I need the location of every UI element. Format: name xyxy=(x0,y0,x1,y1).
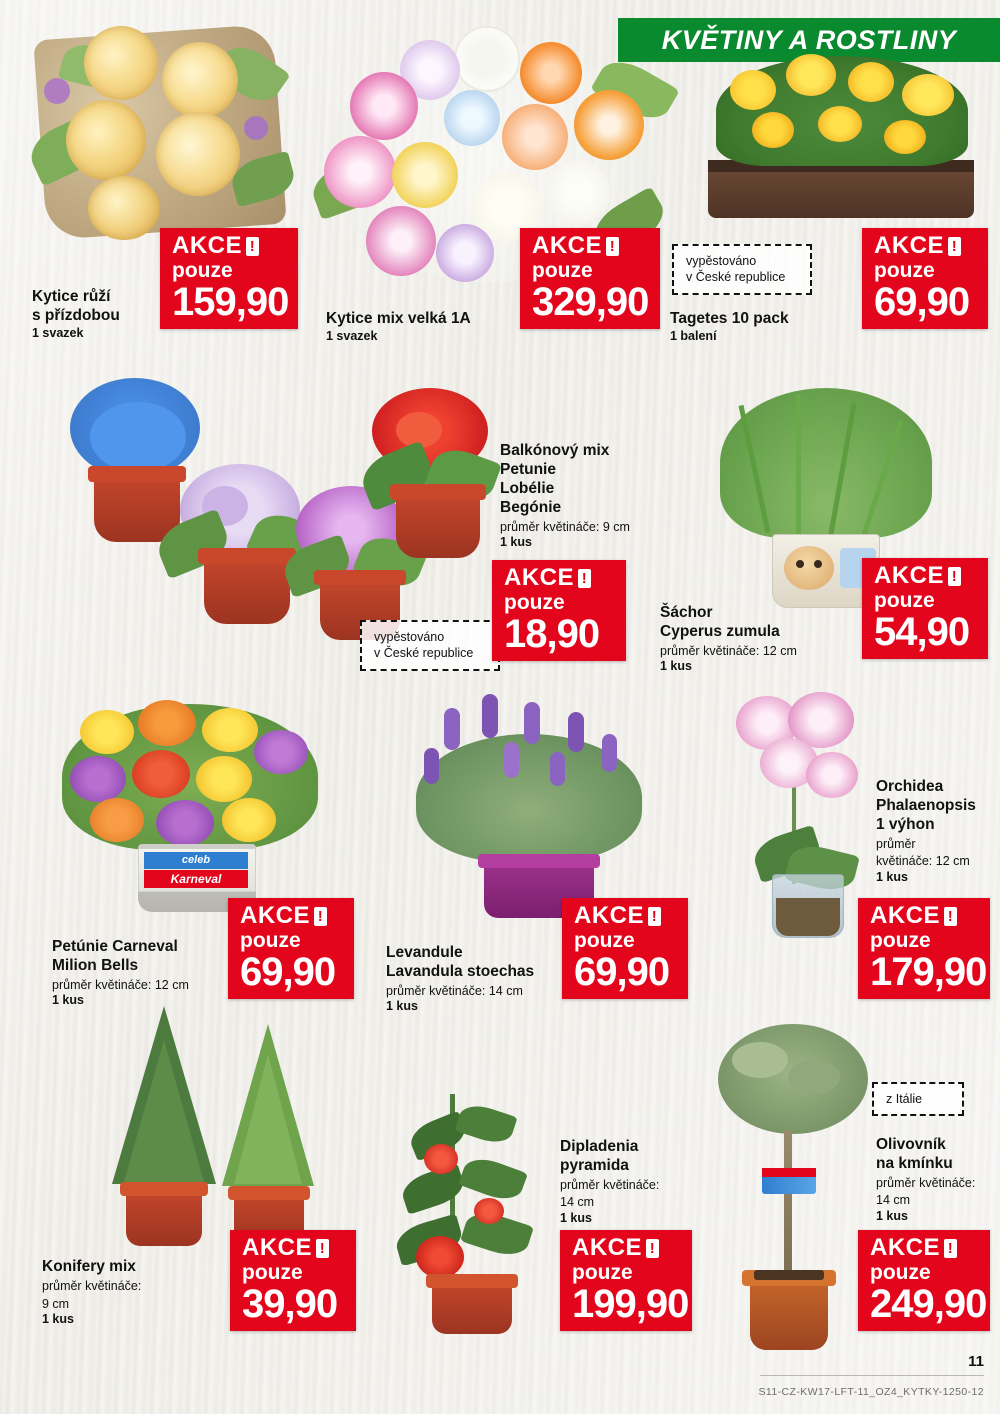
product-name-line4: Begónie xyxy=(500,498,562,516)
tag-akce-label: AKCE xyxy=(874,232,945,259)
product-name-line3: 1 výhon xyxy=(876,815,935,833)
product-name-line3: Lobélie xyxy=(500,479,555,497)
tag-akce-label: AKCE xyxy=(870,902,941,929)
product-sub-line1: průměr xyxy=(876,836,916,851)
price-tag-petunie-carneval xyxy=(228,898,354,999)
exclamation-icon: ! xyxy=(646,1239,659,1258)
origin-line2: v České republice xyxy=(686,270,786,285)
product-qty: 1 kus xyxy=(876,1209,908,1224)
exclamation-icon: ! xyxy=(314,907,327,926)
page-title: KVĚTINY A ROSTLINY xyxy=(661,24,957,55)
tag-price-kytice-ruzi: 159,90 xyxy=(172,280,289,325)
photo-tagetes xyxy=(700,40,982,226)
product-name-line1: Kytice růží xyxy=(32,288,111,305)
price-tag-dipladenia xyxy=(560,1230,692,1331)
price-tag-orchidea xyxy=(858,898,990,999)
tag-pouze-label: pouze xyxy=(532,259,593,282)
tag-akce-label: AKCE xyxy=(532,232,603,259)
tag-price-levandule: 69,90 xyxy=(574,950,670,995)
product-sub-line2: 14 cm xyxy=(560,1195,595,1210)
tag-price-dipladenia: 199,90 xyxy=(572,1282,689,1327)
exclamation-icon: ! xyxy=(246,237,259,256)
label-sachor xyxy=(660,604,850,675)
product-sub: průměr květináče: 9 cm xyxy=(500,519,630,534)
label-levandule xyxy=(386,944,566,1015)
origin-badge-tagetes xyxy=(672,244,812,295)
product-name-line2: Petunie xyxy=(500,460,556,478)
photo-levandule xyxy=(390,690,670,920)
tag-price-olivovnik: 249,90 xyxy=(870,1282,987,1327)
product-sub-line1: průměr květináče: xyxy=(560,1177,660,1192)
product-name-line1: Dipladenia xyxy=(560,1138,639,1155)
product-sub-line2: květináče: 12 cm xyxy=(876,854,970,869)
origin-badge-balkonovy-mix xyxy=(360,620,500,671)
product-qty: 1 kus xyxy=(660,659,692,674)
product-qty: 1 kus xyxy=(42,1312,74,1327)
photo-petunie-carneval: celeb Karneval xyxy=(46,694,334,912)
label-kytice-mix xyxy=(326,310,516,345)
tag-price-balkonovy-mix: 18,90 xyxy=(504,612,600,657)
product-name-line2: Milion Bells xyxy=(52,956,139,974)
label-petunie-carneval xyxy=(52,938,232,1009)
product-qty: 1 svazek xyxy=(326,328,378,343)
price-tag-sachor xyxy=(862,558,988,659)
tag-price-kytice-mix: 329,90 xyxy=(532,280,649,325)
page-number: 11 xyxy=(968,1353,984,1370)
product-name-line1: Šáchor xyxy=(660,604,713,621)
photo-balkonovy-mix xyxy=(52,368,472,658)
product-qty: 1 kus xyxy=(560,1211,592,1226)
price-tag-kytice-ruzi xyxy=(160,228,298,329)
tag-pouze-label: pouze xyxy=(572,1261,633,1284)
tag-price-orchidea: 179,90 xyxy=(870,950,987,995)
tag-pouze-label: pouze xyxy=(874,589,935,612)
tag-pouze-label: pouze xyxy=(874,259,935,282)
tag-akce-label: AKCE xyxy=(874,562,945,589)
product-qty: 1 svazek xyxy=(32,325,84,340)
product-name-line1: Balkónový mix xyxy=(500,442,610,459)
price-tag-balkonovy-mix xyxy=(492,560,626,661)
photo-konifery-mix xyxy=(54,1000,324,1260)
label-tagetes xyxy=(670,310,850,345)
product-qty: 1 balení xyxy=(670,328,717,343)
product-sub-line1: průměr květináče: xyxy=(876,1175,976,1190)
label-dipladenia xyxy=(560,1138,710,1227)
tag-akce-label: AKCE xyxy=(572,1234,643,1261)
price-tag-levandule xyxy=(562,898,688,999)
product-name: Kytice mix velká 1A xyxy=(326,310,471,327)
product-name: Tagetes 10 pack xyxy=(670,310,789,327)
exclamation-icon: ! xyxy=(948,567,961,586)
product-name: Konifery mix xyxy=(42,1258,136,1275)
exclamation-icon: ! xyxy=(606,237,619,256)
origin-badge-olivovnik xyxy=(872,1082,964,1116)
label-olivovnik xyxy=(876,1136,1000,1225)
tag-pouze-label: pouze xyxy=(504,591,565,614)
tag-price-sachor: 54,90 xyxy=(874,610,970,655)
product-qty: 1 kus xyxy=(52,993,84,1008)
label-konifery-mix xyxy=(42,1258,222,1328)
tag-akce-label: AKCE xyxy=(240,902,311,929)
tag-price-tagetes: 69,90 xyxy=(874,280,970,325)
tag-akce-label: AKCE xyxy=(870,1234,941,1261)
product-sub: průměr květináče: 12 cm xyxy=(660,643,797,658)
tag-pouze-label: pouze xyxy=(172,259,233,282)
product-name-line1: Petúnie Carneval xyxy=(52,938,178,955)
product-qty: 1 kus xyxy=(876,869,908,884)
price-tag-konifery-mix xyxy=(230,1230,356,1331)
product-name-line2: s přízdobou xyxy=(32,306,120,324)
exclamation-icon: ! xyxy=(648,907,661,926)
product-name-line2: Cyperus zumula xyxy=(660,622,780,640)
price-tag-kytice-mix xyxy=(520,228,660,329)
product-name-line1: Olivovník xyxy=(876,1136,946,1153)
tag-akce-label: AKCE xyxy=(504,564,575,591)
tag-akce-label: AKCE xyxy=(574,902,645,929)
tag-pouze-label: pouze xyxy=(870,1261,931,1284)
product-sub-line2: 14 cm xyxy=(876,1193,911,1208)
origin-line1: vypěstováno xyxy=(686,254,757,268)
tag-price-petunie-carneval: 69,90 xyxy=(240,950,336,995)
origin-line1: vypěstováno xyxy=(374,630,445,644)
footer-divider xyxy=(760,1375,984,1376)
exclamation-icon: ! xyxy=(316,1239,329,1258)
product-name-line1: Levandule xyxy=(386,944,463,961)
exclamation-icon: ! xyxy=(944,907,957,926)
footer-code: S11-CZ-KW17-LFT-11_OZ4_KYTKY-1250-12 xyxy=(758,1386,984,1398)
origin-line2: v České republice xyxy=(374,646,474,661)
photo-dipladenia xyxy=(396,1086,576,1336)
tag-pouze-label: pouze xyxy=(242,1261,303,1284)
exclamation-icon: ! xyxy=(944,1239,957,1258)
label-balkonovy-mix xyxy=(500,442,690,551)
exclamation-icon: ! xyxy=(948,237,961,256)
tag-pouze-label: pouze xyxy=(240,929,301,952)
product-name-line2: pyramida xyxy=(560,1156,629,1174)
price-tag-tagetes xyxy=(862,228,988,329)
price-tag-olivovnik xyxy=(858,1230,990,1331)
product-sub-line2: 9 cm xyxy=(42,1296,70,1311)
product-name-line2: na kmínku xyxy=(876,1154,953,1172)
tag-akce-label: AKCE xyxy=(172,232,243,259)
origin-text: z Itálie xyxy=(886,1092,923,1106)
product-name-line2: Lavandula stoechas xyxy=(386,962,535,980)
tag-pouze-label: pouze xyxy=(870,929,931,952)
label-orchidea xyxy=(876,778,1000,886)
product-sub-line1: průměr květináče: xyxy=(42,1278,142,1293)
photo-kytice-ruzi xyxy=(22,8,292,258)
product-sub: průměr květináče: 14 cm xyxy=(386,983,523,998)
product-qty: 1 kus xyxy=(500,535,532,550)
tag-price-konifery-mix: 39,90 xyxy=(242,1282,338,1327)
product-sub: průměr květináče: 12 cm xyxy=(52,977,189,992)
label-kytice-ruzi xyxy=(32,288,162,341)
product-name-line1: Orchidea xyxy=(876,778,944,795)
tag-akce-label: AKCE xyxy=(242,1234,313,1261)
product-name-line2: Phalaenopsis xyxy=(876,796,976,814)
tag-pouze-label: pouze xyxy=(574,929,635,952)
exclamation-icon: ! xyxy=(578,569,591,588)
product-qty: 1 kus xyxy=(386,999,418,1014)
